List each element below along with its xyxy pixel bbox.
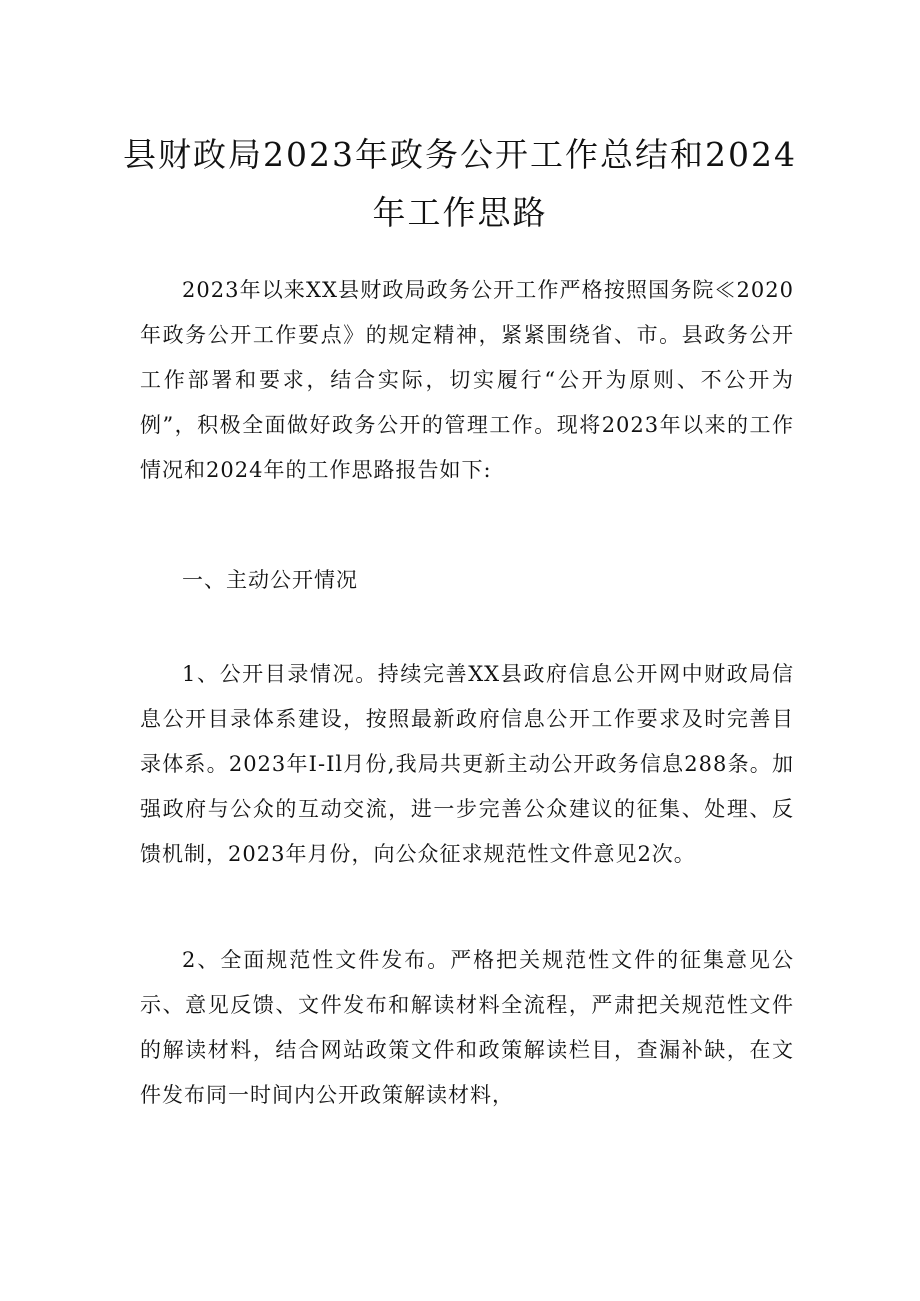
document-title-line-1: 县财政局2023年政务公开工作总结和2024 (123, 135, 797, 174)
intro-paragraph: 2023年以来XX县财政局政务公开工作严格按照国务院≪2020年政务公开工作要点》的规定精神，紧紧围绕省、市。县政务公开工作部署和要求，结合实际，切实履行“公开为原则、不公开为例”，积极全面做好政务公开的管理工作。现将2023年以来的工作情况和2024年的工作思路报告如下: (140, 278, 794, 482)
section-heading: 一、主动公开情况 (182, 568, 358, 592)
document-title-line-2: 年工作思路 (372, 193, 548, 232)
item-2-paragraph: 2、全面规范性文件发布。严格把关规范性文件的征集意见公示、意见反馈、文件发布和解读材料全流程，严肃把关规范性文件的解读材料，结合网站政策文件和政策解读栏目，查漏补缺，在文件发布同一时间内公开政策解读材料， (140, 948, 794, 1107)
item-1-paragraph: 1、公开目录情况。持续完善XX县政府信息公开网中财政局信息公开目录体系建设，按照最新政府信息公开工作要求及时完善目录体系。2023年I-Il月份,我局共更新主动公开政务信息288条。加强政府与公众的互动交流，进一步完善公众建议的征集、处理、反馈机制，2023年月份，向公众征求规范性文件意见2次。 (140, 662, 794, 866)
